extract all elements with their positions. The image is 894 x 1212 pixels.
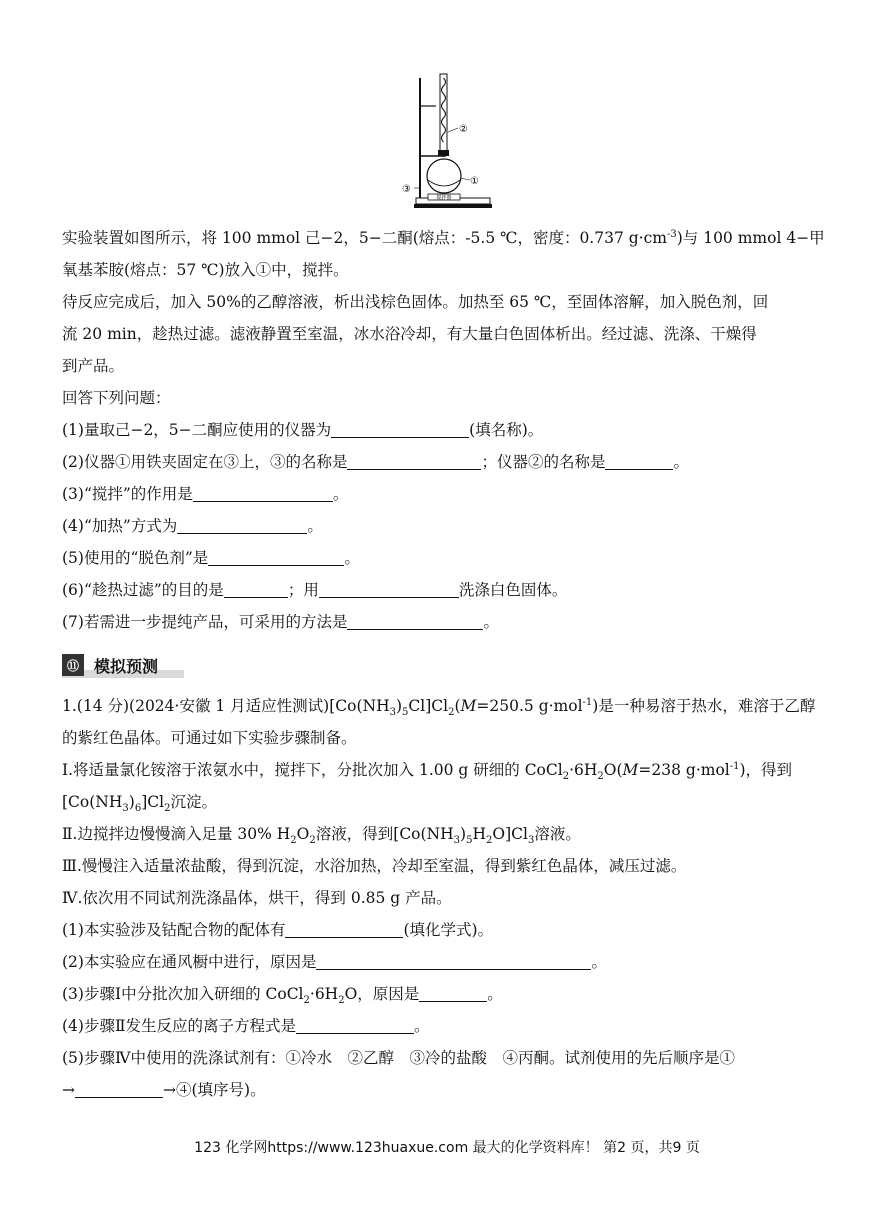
step-1: Ⅰ.将适量氯化铵溶于浓氨水中，搅拌下，分批次加入 1.00 g 研细的 $CoCl_2\cdot 6H_2O(M=238$ g·mol$^{-1}$)，得到 — [62, 760, 793, 783]
sub-question-2: (2)本实验应在通风橱中进行，原因是 。 — [62, 953, 607, 971]
question-1: (1)量取己−2，5−二酮应使用的仪器为 (填名称)。 — [62, 421, 544, 439]
question-3: (3)“搅拌”的作用是 。 — [62, 485, 349, 503]
section-title: 模拟预测 — [94, 656, 159, 676]
section-header — [62, 650, 158, 680]
part2-text — [62, 690, 834, 1106]
answer-blank[interactable] — [316, 953, 591, 970]
page-footer: 123 化学网https://www.123huaxue.com 最大的化学资料库！ 第2 页，共9 页 — [194, 1140, 700, 1156]
answer-blank[interactable] — [285, 921, 403, 938]
reflux-apparatus-figure — [400, 70, 500, 220]
problem-1-line2: 的紫红色晶体。可通过如下实验步骤制备。 — [62, 729, 357, 747]
part1-line6: 回答下列问题： — [62, 389, 171, 407]
answer-blank[interactable] — [319, 581, 459, 598]
answer-blank[interactable] — [347, 613, 483, 630]
section-icon: ⑪ — [62, 654, 84, 676]
step-2: Ⅱ.边搅拌边慢慢滴入足量 30% $H_2O_2$溶液，得到$[Co(NH_3)_5H_2O]Cl_3$溶液。 — [62, 825, 581, 847]
problem-1-line1: 1.(14 分)(2024·安徽 1 月适应性测试)$[Co(NH_3)_5Cl]Cl_2(M=250.5$ g·mol$^{-1}$)是一种易溶于热水，难溶于乙醇 — [62, 696, 816, 719]
sub-question-4: (4)步骤Ⅱ发生反应的离子方程式是 。 — [62, 1017, 430, 1035]
answer-blank[interactable] — [419, 985, 487, 1002]
part1-line1: 实验装置如图所示，将 100 mmol 己−2，5−二酮(熔点：-5.5 ℃，密度：0.737 $g\cdot cm^{-3}$)与 100 mmol 4−甲 — [62, 228, 825, 247]
label-1: ① — [470, 176, 479, 187]
question-2: (2)仪器①用铁夹固定在③上，③的名称是 ；仪器②的名称是 。 — [62, 453, 689, 471]
question-4: (4)“加热”方式为 。 — [62, 517, 323, 535]
answer-blank[interactable] — [605, 453, 673, 470]
label-3: ③ — [402, 184, 411, 195]
answer-blank[interactable] — [224, 581, 288, 598]
label-2: ② — [459, 124, 468, 135]
answer-blank[interactable] — [75, 1081, 163, 1098]
part1-text — [62, 222, 834, 638]
question-7: (7)若需进一步提纯产品，可采用的方法是 。 — [62, 613, 499, 631]
part1-line4: 流 20 min，趁热过滤。滤液静置至室温，冰水浴冷却，有大量白色固体析出。经过滤、洗涤、干燥得 — [62, 325, 757, 343]
answer-blank[interactable] — [177, 517, 307, 534]
answer-blank[interactable] — [193, 485, 333, 502]
sub-question-1: (1)本实验涉及钴配合物的配体有 (填化学式)。 — [62, 921, 494, 939]
part1-line5: 到产品。 — [62, 357, 125, 375]
question-5: (5)使用的“脱色剂”是 。 — [62, 549, 360, 567]
answer-blank[interactable] — [296, 1017, 414, 1034]
answer-blank[interactable] — [347, 453, 481, 470]
sub-question-3: (3)步骤Ⅰ中分批次加入研细的 $CoCl_2\cdot 6H_2O$，原因是 。 — [62, 985, 503, 1007]
answer-blank[interactable] — [331, 421, 469, 438]
step-1-cont: $[Co(NH_3)_6]Cl_2$沉淀。 — [62, 793, 217, 815]
part1-line2: 氧基苯胺(熔点：57 ℃)放入①中，搅拌。 — [62, 261, 349, 279]
answer-blank[interactable] — [208, 549, 344, 566]
sub-question-5: (5)步骤Ⅳ中使用的洗涤试剂有：①冷水 ②乙醇 ③冷的盐酸 ④丙酮。试剂使用的先后顺序是① — [62, 1049, 735, 1067]
question-6: (6)“趁热过滤”的目的是 ；用 洗涤白色固体。 — [62, 581, 568, 599]
stirrer-label: 搅拌器 — [436, 195, 452, 201]
step-3: Ⅲ.慢慢注入适量浓盐酸，得到沉淀，水浴加热，冷却至室温，得到紫红色晶体，减压过滤。 — [62, 857, 687, 875]
sub-question-5-cont: → →④(填序号)。 — [62, 1081, 266, 1099]
step-4: Ⅳ.依次用不同试剂洗涤晶体，烘干，得到 0.85 g 产品。 — [62, 889, 452, 907]
part1-line3: 待反应完成后，加入 50%的乙醇溶液，析出浅棕色固体。加热至 65 ℃，至固体溶解，加入脱色剂，回 — [62, 293, 769, 311]
